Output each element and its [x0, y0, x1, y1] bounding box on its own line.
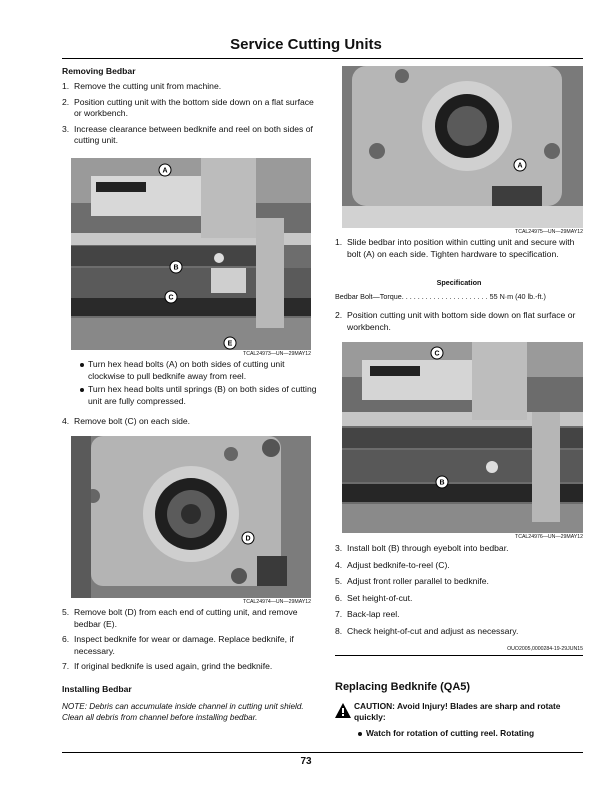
svg-text:E: E [227, 340, 233, 348]
photo-install-bolt-a [342, 66, 583, 228]
photo-bedbar-removal [71, 158, 311, 350]
svg-text:B: B [173, 264, 179, 272]
step-item: 1. Remove the cutting unit from machine. [62, 81, 222, 91]
install-step1: 1. Slide bedbar into position within cutting unit and secure with bolt (A) on each side. Tighten hardware to specification. [335, 237, 575, 259]
photo4-caption: TCAL24976—UN—29MAY12 [515, 534, 583, 540]
step-item: 2. Position cutting unit with the bottom side down on a flat surface or workbench. [62, 96, 314, 119]
bullet-item: Turn hex head bolts (A) on both sides of cutting unit clockwise to pull bedknife away from reel. [78, 359, 320, 382]
installing-heading: Installing Bedbar [62, 684, 132, 694]
page-number: 73 [300, 756, 312, 767]
step-item: 7. Back-lap reel. [335, 609, 400, 620]
step-item: 6. Inspect bedknife for wear or damage. Replace bedknife, if necessary. [62, 634, 294, 656]
callout-c [164, 290, 178, 304]
photo1-caption: TCAL24973—UN—29MAY12 [243, 351, 311, 357]
replacing-heading: Replacing Bedknife (QA5) [335, 681, 471, 693]
page-title: Service Cutting Units [230, 36, 382, 53]
warning-icon [335, 703, 351, 723]
svg-text:C: C [168, 294, 174, 302]
removing-steps [62, 81, 316, 147]
footer-rule [62, 752, 583, 753]
step-item: 5. Adjust front roller parallel to bedknife. [335, 576, 489, 587]
bullet-item: Watch for rotation of cutting reel. Rotating [356, 728, 584, 739]
ref-code: OUO2005,0000284-19-29JUN15 [507, 646, 583, 652]
callout-b [435, 475, 449, 489]
step-item: 3. Increase clearance between bedknife and reel on both sides of cutting unit. [62, 123, 313, 146]
svg-text:D: D [245, 535, 251, 543]
step-item: 4. Adjust bedknife-to-reel (C). [335, 559, 450, 570]
spec-heading: Specification [436, 278, 482, 287]
callout-d [241, 531, 255, 545]
callout-a [158, 163, 172, 177]
title-rule [62, 58, 583, 59]
installing-note: NOTE: Debris can accumulate inside channel in cutting unit shield. Clean all debris from channel before installing bedbar. [62, 702, 304, 722]
step-item: 7. If original bedknife is used again, grind the bedknife. [62, 661, 273, 672]
svg-text:A: A [517, 162, 523, 170]
step4: 4. Remove bolt (C) on each side. [62, 416, 191, 426]
caution-bullets [356, 728, 584, 739]
photo-install-eyebolt [342, 342, 583, 533]
svg-text:C: C [434, 350, 440, 358]
callout-a [513, 158, 527, 172]
callout-e [223, 336, 237, 350]
removing-steps-after [62, 607, 316, 673]
step-item: 6. Set height-of-cut. [335, 592, 413, 603]
callout-b [169, 260, 183, 274]
step-item: 3. Install bolt (B) through eyebolt into bedbar. [335, 543, 509, 553]
photo-bolt-d [71, 436, 311, 598]
svg-text:A: A [162, 167, 168, 175]
removing-heading: Removing Bedbar [62, 66, 136, 76]
bullet-item: Turn hex head bolts until springs (B) on both sides of cutting unit are fully compressed. [78, 384, 320, 407]
install-steps-after [335, 543, 585, 638]
photo2-caption: TCAL24974—UN—29MAY12 [243, 599, 311, 605]
photo3-caption: TCAL24975—UN—29MAY12 [515, 229, 583, 235]
step-item: 5. Remove bolt (D) from each end of cutting unit, and remove bedbar (E). [62, 607, 298, 629]
section-rule [335, 655, 583, 656]
svg-text:B: B [439, 479, 445, 487]
removing-bullets [78, 359, 320, 407]
caution-text: CAUTION: Avoid Injury! Blades are sharp and rotate quickly: [354, 701, 561, 722]
install-step2: 2. Position cutting unit with bottom side down on flat surface or workbench. [335, 310, 576, 332]
spec-line: Bedbar Bolt—Torque. . . . . . . . . . . . . . . . . . . . . . 55 N·m (40 lb.-ft.) [335, 292, 546, 301]
callout-c [430, 346, 444, 360]
step-item: 8. Check height-of-cut and adjust as necessary. [335, 625, 519, 636]
